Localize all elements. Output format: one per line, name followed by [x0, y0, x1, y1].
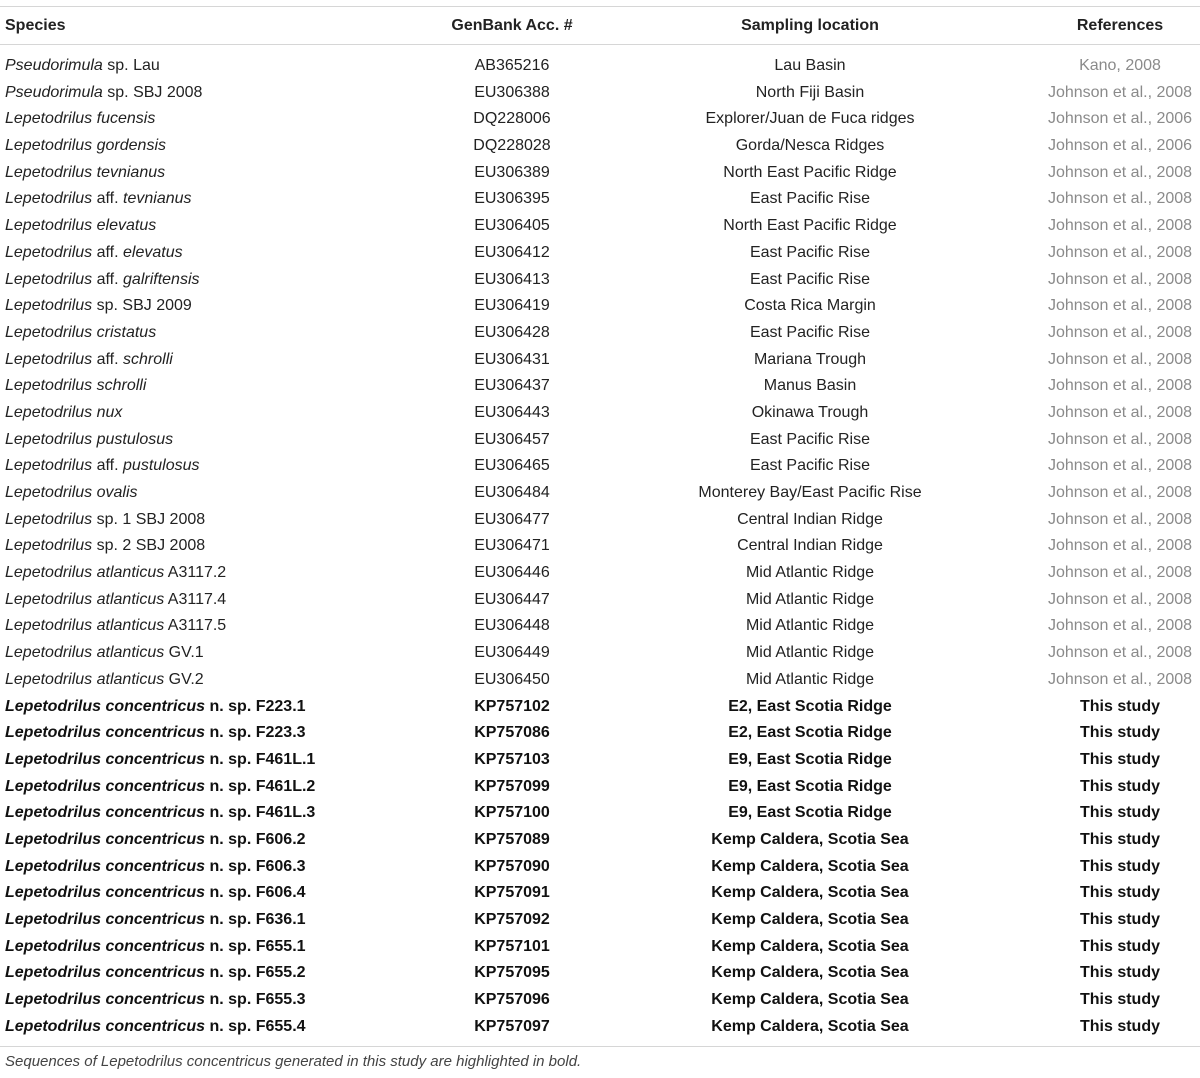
species-cell — [5, 910, 306, 930]
table-row — [0, 213, 1200, 240]
species-genus: Lepetodrilus concentricus — [5, 804, 206, 822]
accession-cell: KP757096 — [474, 991, 550, 1009]
species-cell — [5, 243, 183, 263]
species-qualifier: sp. Lau — [102, 57, 160, 74]
species-genus: Lepetodrilus concentricus — [5, 750, 206, 768]
species-cell — [5, 990, 306, 1010]
reference-cell: Johnson et al., 2008 — [1047, 377, 1193, 395]
species-aff: aff. — [92, 190, 124, 208]
table-row — [0, 320, 1200, 347]
accession-cell: KP757099 — [474, 777, 550, 795]
species-cell — [5, 403, 122, 423]
reference-cell: Johnson et al., 2006 — [1047, 110, 1193, 128]
species-cell — [5, 56, 160, 76]
species-cell — [5, 430, 173, 450]
accession-cell: KP757100 — [474, 804, 550, 822]
species-qualifier: n. sp. F606.3 — [205, 857, 306, 875]
species-epithet: pustulosus — [123, 457, 200, 475]
location-cell: East Pacific Rise — [749, 270, 871, 288]
table-row — [0, 960, 1200, 987]
species-cell — [5, 830, 306, 850]
reference-cell: This study — [1079, 1017, 1160, 1035]
location-cell: East Pacific Rise — [749, 323, 871, 341]
table-row — [0, 1014, 1200, 1041]
species-genus: Lepetodrilus gordensis — [5, 137, 166, 155]
table-row — [0, 800, 1200, 827]
species-cell — [5, 296, 192, 316]
reference-cell: This study — [1079, 911, 1160, 928]
species-cell — [5, 136, 166, 156]
species-cell — [5, 697, 306, 717]
table-row — [0, 400, 1200, 427]
species-genus: Pseudorimula — [5, 83, 103, 101]
location-cell: Mid Atlantic Ridge — [745, 617, 875, 635]
header-location: Sampling location — [741, 17, 879, 34]
location-cell: East Pacific Rise — [749, 430, 871, 448]
species-genus: Lepetodrilus concentricus — [5, 964, 206, 982]
accession-cell: DQ228006 — [473, 110, 551, 128]
table-row — [0, 587, 1200, 614]
location-cell: Kemp Caldera, Scotia Sea — [711, 1017, 909, 1035]
species-genus: Lepetodrilus pustulosus — [5, 430, 174, 448]
species-genus: Lepetodrilus atlanticus — [5, 590, 165, 608]
species-cell — [5, 750, 315, 770]
table-row — [0, 880, 1200, 907]
species-cell — [5, 1017, 306, 1037]
species-genus: Lepetodrilus atlanticus — [5, 670, 165, 688]
table-footnote: Sequences of Lepetodrilus concentricus generated in this study are highlighted in bold. — [5, 1053, 582, 1070]
species-aff: aff. — [92, 457, 124, 475]
reference-cell: This study — [1079, 884, 1160, 902]
accession-cell: KP757095 — [474, 964, 550, 982]
accession-cell: KP757091 — [474, 884, 550, 902]
species-cell — [5, 643, 204, 663]
location-cell: Central Indian Ridge — [737, 510, 883, 528]
species-genus: Lepetodrilus — [5, 510, 93, 528]
reference-cell: Johnson et al., 2008 — [1047, 217, 1193, 235]
table-row — [0, 160, 1200, 187]
table-body — [0, 53, 1200, 1040]
species-cell — [5, 483, 138, 503]
species-cell — [5, 857, 306, 877]
species-cell — [5, 937, 306, 957]
species-genus: Lepetodrilus concentricus — [5, 1017, 206, 1035]
location-cell: Okinawa Trough — [751, 403, 869, 421]
species-cell — [5, 83, 202, 103]
species-qualifier: A3117.5 — [164, 617, 227, 635]
species-qualifier: sp. SBJ 2008 — [102, 83, 203, 101]
species-cell — [5, 510, 205, 530]
accession-cell: EU306446 — [474, 564, 550, 582]
location-cell: Lau Basin — [774, 57, 846, 74]
reference-cell: Johnson et al., 2008 — [1047, 243, 1193, 261]
species-genus: Lepetodrilus — [5, 270, 93, 288]
accession-cell: EU306389 — [474, 163, 550, 181]
species-genus: Lepetodrilus concentricus — [5, 991, 206, 1009]
table-row — [0, 640, 1200, 667]
table-row — [0, 507, 1200, 534]
table-header-row — [0, 7, 1200, 44]
location-cell: Manus Basin — [763, 377, 857, 395]
table-row — [0, 240, 1200, 267]
species-genus: Lepetodrilus — [5, 297, 93, 315]
reference-cell: Johnson et al., 2008 — [1047, 644, 1193, 662]
accession-cell: KP757089 — [474, 830, 550, 848]
accession-cell: EU306471 — [474, 537, 550, 555]
table-row — [0, 80, 1200, 107]
table-row — [0, 934, 1200, 961]
accession-cell: DQ228028 — [473, 137, 551, 155]
accession-cell: EU306443 — [474, 403, 550, 421]
accession-cell: EU306419 — [474, 297, 550, 315]
species-genus: Lepetodrilus concentricus — [5, 911, 206, 928]
reference-cell: This study — [1079, 804, 1160, 822]
accession-cell: KP757102 — [474, 697, 550, 715]
location-cell: Mid Atlantic Ridge — [745, 564, 875, 582]
species-genus: Lepetodrilus concentricus — [5, 830, 206, 848]
location-cell: Central Indian Ridge — [737, 537, 883, 555]
species-genus: Lepetodrilus atlanticus — [5, 644, 165, 662]
species-genus: Lepetodrilus elevatus — [5, 217, 157, 235]
table-row — [0, 667, 1200, 694]
species-genus: Lepetodrilus atlanticus — [5, 617, 165, 635]
header-accession: GenBank Acc. # — [451, 17, 573, 34]
header-references: References — [1076, 17, 1164, 34]
species-genus: Lepetodrilus concentricus — [5, 937, 206, 955]
location-cell: Costa Rica Margin — [744, 297, 876, 315]
reference-cell: Johnson et al., 2008 — [1047, 350, 1193, 368]
species-cell — [5, 963, 306, 983]
table-row — [0, 560, 1200, 587]
species-cell — [5, 536, 205, 556]
location-cell: E2, East Scotia Ridge — [728, 724, 892, 742]
accession-cell: EU306450 — [474, 670, 550, 688]
location-cell: Mariana Trough — [753, 350, 867, 368]
accession-cell: KP757090 — [474, 857, 550, 875]
location-cell: Explorer/Juan de Fuca ridges — [705, 110, 915, 128]
species-epithet: schrolli — [123, 350, 173, 368]
location-cell: Kemp Caldera, Scotia Sea — [711, 991, 909, 1009]
species-qualifier: sp. 1 SBJ 2008 — [92, 510, 206, 528]
species-cell — [5, 189, 192, 209]
species-qualifier: n. sp. F655.1 — [205, 937, 306, 955]
table-row — [0, 133, 1200, 160]
location-cell: North Fiji Basin — [755, 83, 865, 101]
accession-cell: KP757092 — [474, 911, 550, 928]
species-cell — [5, 563, 226, 583]
table-row — [0, 53, 1200, 80]
species-qualifier: n. sp. F636.1 — [205, 911, 306, 928]
table-row — [0, 774, 1200, 801]
species-aff: aff. — [92, 243, 124, 261]
species-genus: Lepetodrilus — [5, 350, 93, 368]
reference-cell: Johnson et al., 2008 — [1047, 403, 1193, 421]
location-cell: Kemp Caldera, Scotia Sea — [711, 964, 909, 982]
accession-cell: EU306457 — [474, 430, 550, 448]
accession-cell: AB365216 — [474, 57, 550, 74]
species-cell — [5, 616, 226, 636]
species-qualifier: n. sp. F223.1 — [205, 697, 306, 715]
species-cell — [5, 456, 200, 476]
table-row — [0, 106, 1200, 133]
accession-cell: EU306449 — [474, 644, 550, 662]
location-cell: Mid Atlantic Ridge — [745, 644, 875, 662]
reference-cell: Johnson et al., 2008 — [1047, 297, 1193, 315]
reference-cell: This study — [1079, 964, 1160, 982]
table-header-rule — [0, 44, 1200, 45]
species-qualifier: n. sp. F655.3 — [205, 991, 306, 1009]
species-cell — [5, 670, 204, 690]
accession-cell: EU306395 — [474, 190, 550, 208]
reference-cell: This study — [1079, 937, 1160, 955]
reference-cell: Johnson et al., 2008 — [1047, 83, 1193, 101]
table-row — [0, 747, 1200, 774]
location-cell: North East Pacific Ridge — [723, 163, 897, 181]
accession-cell: EU306412 — [474, 243, 550, 261]
reference-cell: This study — [1079, 750, 1160, 768]
reference-cell: Johnson et al., 2008 — [1047, 590, 1193, 608]
reference-cell: This study — [1079, 830, 1160, 848]
table-row — [0, 453, 1200, 480]
accession-cell: EU306447 — [474, 590, 550, 608]
species-epithet: galriftensis — [123, 270, 200, 288]
reference-cell: Johnson et al., 2008 — [1047, 564, 1193, 582]
species-genus: Lepetodrilus schrolli — [5, 377, 147, 395]
reference-cell: Johnson et al., 2008 — [1047, 537, 1193, 555]
reference-cell: This study — [1079, 697, 1160, 715]
species-cell — [5, 723, 306, 743]
reference-cell: This study — [1079, 991, 1160, 1009]
species-genus: Lepetodrilus concentricus — [5, 724, 206, 742]
accession-cell: EU306405 — [474, 217, 550, 235]
location-cell: Monterey Bay/East Pacific Rise — [698, 484, 922, 501]
reference-cell: Johnson et al., 2008 — [1047, 670, 1193, 688]
species-cell — [5, 216, 156, 236]
reference-cell: Johnson et al., 2008 — [1047, 510, 1193, 528]
species-qualifier: n. sp. F223.3 — [205, 724, 306, 742]
reference-cell: This study — [1079, 724, 1160, 742]
table-row — [0, 987, 1200, 1014]
table-row — [0, 720, 1200, 747]
table-row — [0, 186, 1200, 213]
species-qualifier: GV.1 — [164, 644, 204, 662]
species-cell — [5, 777, 315, 797]
species-genus: Lepetodrilus concentricus — [5, 857, 206, 875]
accession-cell: EU306477 — [474, 510, 550, 528]
accession-cell: KP757101 — [474, 937, 550, 955]
table-row — [0, 267, 1200, 294]
reference-cell: Johnson et al., 2008 — [1047, 617, 1193, 635]
location-cell: Kemp Caldera, Scotia Sea — [711, 937, 909, 955]
location-cell: Mid Atlantic Ridge — [745, 590, 875, 608]
reference-cell: Johnson et al., 2006 — [1047, 137, 1193, 155]
species-genus: Lepetodrilus tevnianus — [5, 163, 166, 181]
species-qualifier: sp. SBJ 2009 — [92, 297, 192, 315]
species-genus: Lepetodrilus nux — [5, 403, 123, 421]
accession-cell: EU306428 — [474, 323, 550, 341]
reference-cell: Johnson et al., 2008 — [1047, 457, 1193, 475]
species-genus: Lepetodrilus concentricus — [5, 777, 206, 795]
species-genus: Lepetodrilus concentricus — [5, 697, 206, 715]
location-cell: E9, East Scotia Ridge — [728, 750, 892, 768]
reference-cell: This study — [1079, 777, 1160, 795]
species-epithet: tevnianus — [123, 190, 192, 208]
table-row — [0, 480, 1200, 507]
accession-cell: EU306431 — [474, 350, 550, 368]
species-qualifier: sp. 2 SBJ 2008 — [92, 537, 206, 555]
location-cell: E9, East Scotia Ridge — [728, 777, 892, 795]
table-row — [0, 827, 1200, 854]
species-qualifier: n. sp. F461L.1 — [205, 750, 316, 768]
location-cell: Kemp Caldera, Scotia Sea — [711, 911, 909, 928]
location-cell: E9, East Scotia Ridge — [728, 804, 892, 822]
table-row — [0, 293, 1200, 320]
table-row — [0, 373, 1200, 400]
species-cell — [5, 270, 200, 290]
species-cell — [5, 803, 315, 823]
species-genus: Pseudorimula — [5, 57, 103, 74]
accession-cell: KP757086 — [474, 724, 550, 742]
species-genus: Lepetodrilus concentricus — [5, 884, 206, 902]
species-epithet: elevatus — [123, 243, 183, 261]
location-cell: Mid Atlantic Ridge — [745, 670, 875, 688]
species-qualifier: n. sp. F461L.3 — [205, 804, 316, 822]
accession-cell: EU306465 — [474, 457, 550, 475]
table-row — [0, 347, 1200, 374]
species-aff: aff. — [92, 350, 124, 368]
species-genus: Lepetodrilus — [5, 537, 93, 555]
location-cell: East Pacific Rise — [749, 457, 871, 475]
reference-cell: Johnson et al., 2008 — [1047, 484, 1193, 501]
reference-cell: Johnson et al., 2008 — [1047, 163, 1193, 181]
accession-cell: KP757097 — [474, 1017, 550, 1035]
table-row — [0, 854, 1200, 881]
location-cell: Kemp Caldera, Scotia Sea — [711, 884, 909, 902]
location-cell: East Pacific Rise — [749, 190, 871, 208]
location-cell: Kemp Caldera, Scotia Sea — [711, 830, 909, 848]
species-cell — [5, 883, 306, 903]
location-cell: Gorda/Nesca Ridges — [735, 137, 885, 155]
species-qualifier: n. sp. F655.2 — [205, 964, 306, 982]
species-qualifier: n. sp. F606.2 — [205, 830, 306, 848]
species-qualifier: A3117.4 — [164, 590, 227, 608]
location-cell: North East Pacific Ridge — [723, 217, 897, 235]
species-cell — [5, 590, 226, 610]
location-cell: Kemp Caldera, Scotia Sea — [711, 857, 909, 875]
reference-cell: Johnson et al., 2008 — [1047, 430, 1193, 448]
species-cell — [5, 163, 165, 183]
species-genus: Lepetodrilus — [5, 243, 93, 261]
accession-cell: EU306413 — [474, 270, 550, 288]
table-row — [0, 427, 1200, 454]
reference-cell: Kano, 2008 — [1079, 57, 1161, 74]
species-cell — [5, 323, 156, 343]
reference-cell: Johnson et al., 2008 — [1047, 270, 1193, 288]
species-genus: Lepetodrilus — [5, 457, 93, 475]
accession-cell: KP757103 — [474, 750, 550, 768]
location-cell: East Pacific Rise — [749, 243, 871, 261]
reference-cell: Johnson et al., 2008 — [1047, 190, 1193, 208]
species-genus: Lepetodrilus — [5, 190, 93, 208]
location-cell: E2, East Scotia Ridge — [728, 697, 892, 715]
species-genus: Lepetodrilus fucensis — [5, 110, 156, 128]
accession-cell: EU306388 — [474, 83, 550, 101]
species-cell — [5, 109, 155, 129]
species-aff: aff. — [92, 270, 124, 288]
species-genus: Lepetodrilus atlanticus — [5, 564, 165, 582]
table-row — [0, 694, 1200, 721]
species-qualifier: n. sp. F606.4 — [205, 884, 306, 902]
species-cell — [5, 376, 146, 396]
species-qualifier: n. sp. F655.4 — [205, 1017, 306, 1035]
species-cell — [5, 350, 173, 370]
accession-cell: EU306484 — [474, 484, 550, 501]
species-qualifier: A3117.2 — [164, 564, 227, 582]
species-genus: Lepetodrilus ovalis — [5, 484, 138, 501]
species-qualifier: n. sp. F461L.2 — [205, 777, 316, 795]
header-species: Species — [5, 17, 66, 34]
accession-cell: EU306437 — [474, 377, 550, 395]
reference-cell: Johnson et al., 2008 — [1047, 323, 1193, 341]
accession-cell: EU306448 — [474, 617, 550, 635]
species-qualifier: GV.2 — [164, 670, 204, 688]
table-row — [0, 613, 1200, 640]
table-bottom-rule — [0, 1046, 1200, 1047]
reference-cell: This study — [1079, 857, 1160, 875]
species-genus: Lepetodrilus cristatus — [5, 323, 157, 341]
table-row — [0, 533, 1200, 560]
table-row — [0, 907, 1200, 934]
